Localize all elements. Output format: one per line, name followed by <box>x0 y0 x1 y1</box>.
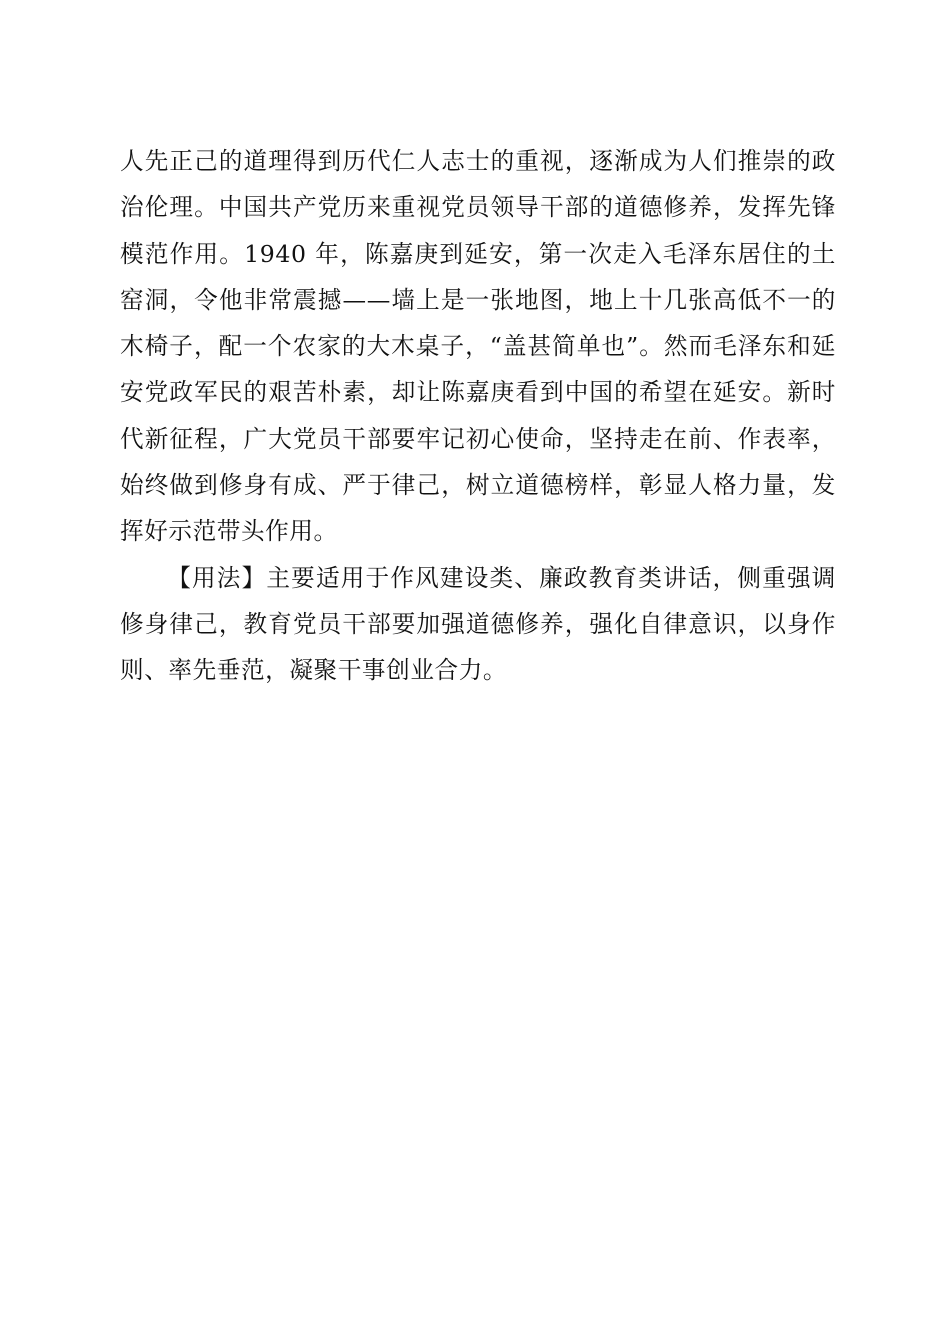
paragraph-usage: 【用法】主要适用于作风建设类、廉政教育类讲话，侧重强调修身律己，教育党员干部要加强道德修养，强化自律意识，以身作则、率先垂范，凝聚干事创业合力。 <box>120 563 836 685</box>
document-body <box>120 138 836 694</box>
paragraph-continuation: 人先正己的道理得到历代仁人志士的重视，逐渐成为人们推崇的政治伦理。中国共产党历来重视党员领导干部的道德修养，发挥先锋模范作用。1940 年，陈嘉庚到延安，第一次走入毛泽东居住的土窑洞，令他非常震撼——墙上是一张地图，地上十几张高低不一的木椅子，配一个农家的大木桌子，“盖甚简单也”。然而毛泽东和延安党政军民的艰苦朴素，却让陈嘉庚看到中国的希望在延安。新时代新征程，广大党员干部要牢记初心使命，坚持走在前、作表率，始终做到修身有成、严于律己，树立道德榜样，彰显人格力量，发挥好示范带头作用。 <box>120 147 836 546</box>
